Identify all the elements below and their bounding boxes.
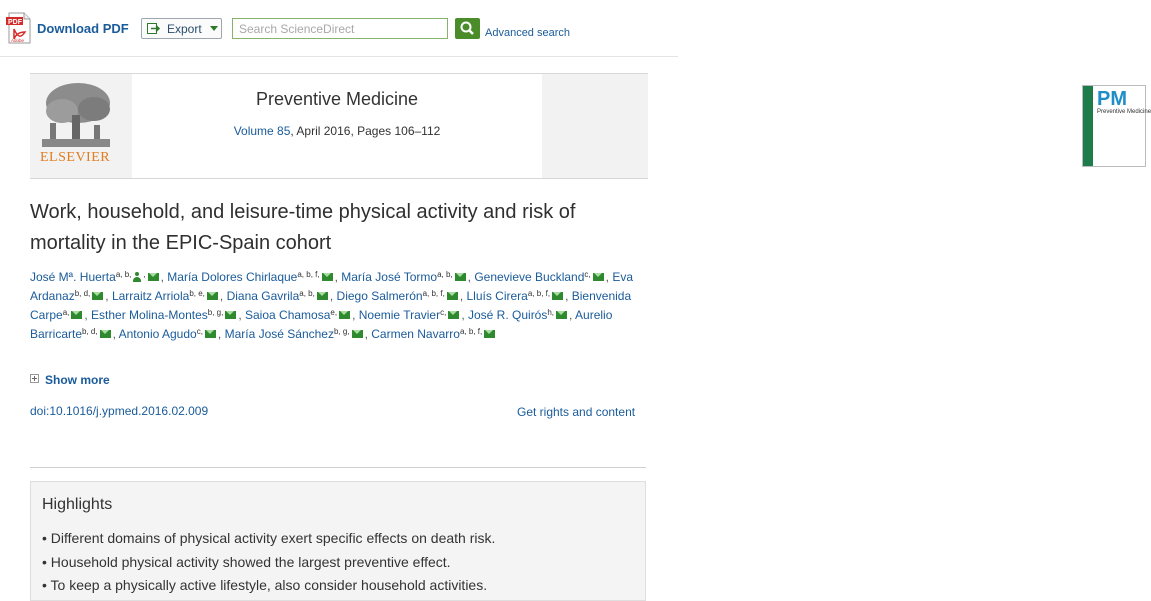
author-link[interactable]: Diana Gavrila bbox=[226, 289, 300, 303]
author-link[interactable]: María Dolores Chirlaque bbox=[167, 270, 298, 284]
author-link[interactable]: María José Tormo bbox=[341, 270, 438, 284]
author-link[interactable]: Carmen Navarro bbox=[371, 327, 460, 341]
cover-band bbox=[1083, 86, 1093, 166]
highlight-item: • Different domains of physical activity exert specific effects on death risk. bbox=[42, 527, 495, 551]
email-icon[interactable] bbox=[92, 292, 103, 300]
pdf-file-icon[interactable] bbox=[6, 12, 32, 44]
journal-issue-info bbox=[132, 124, 542, 138]
journal-header bbox=[30, 73, 1151, 179]
email-icon[interactable] bbox=[448, 311, 459, 319]
separator: , bbox=[219, 289, 227, 303]
highlights-title: Highlights bbox=[42, 496, 113, 513]
author-affiliation[interactable]: b, d, bbox=[74, 289, 91, 298]
search-button[interactable] bbox=[455, 18, 480, 39]
volume-link[interactable]: Volume 85 bbox=[233, 124, 291, 138]
author-link[interactable]: Larraitz Arriola bbox=[111, 289, 190, 303]
separator: , bbox=[364, 327, 372, 341]
highlight-item: • Household physical activity showed the largest preventive effect. bbox=[42, 551, 495, 575]
author-affiliation[interactable]: e, bbox=[330, 308, 338, 317]
author-link[interactable]: Antonio Agudo bbox=[118, 327, 197, 341]
elsevier-tree-icon bbox=[38, 81, 114, 149]
author-link[interactable]: Eva Ardanaz bbox=[30, 270, 633, 303]
author-affiliation[interactable]: a, b, bbox=[115, 270, 132, 279]
author-affiliation[interactable]: a, b, bbox=[299, 289, 315, 298]
author-link[interactable]: Noemie Travier bbox=[358, 308, 441, 322]
highlights-box bbox=[30, 481, 646, 601]
highlights-list bbox=[42, 527, 495, 598]
export-label: Export bbox=[167, 22, 202, 36]
export-button[interactable] bbox=[141, 18, 222, 39]
email-icon[interactable] bbox=[148, 273, 159, 281]
author-affiliation[interactable]: a, b, f, bbox=[527, 289, 551, 298]
show-more-button[interactable] bbox=[30, 373, 110, 387]
author-link[interactable]: Bienvenida Carpe bbox=[30, 289, 632, 322]
separator: , bbox=[334, 270, 342, 284]
email-icon[interactable] bbox=[205, 330, 216, 338]
section-divider bbox=[30, 467, 646, 468]
separator: , bbox=[461, 308, 468, 322]
show-more-label: Show more bbox=[45, 373, 110, 387]
author-affiliation[interactable]: a, b, bbox=[437, 270, 453, 279]
separator: , bbox=[238, 308, 245, 322]
author-link[interactable]: Saioa Chamosa bbox=[245, 308, 331, 322]
highlight-item: • To keep a physically active lifestyle, also consider household activities. bbox=[42, 574, 495, 598]
email-icon[interactable] bbox=[556, 311, 567, 319]
author-affiliation[interactable]: a, b, f, bbox=[459, 327, 483, 336]
email-icon[interactable] bbox=[447, 292, 458, 300]
author-affiliation[interactable]: c, bbox=[584, 270, 591, 279]
pdf-icon-text: PDF bbox=[8, 19, 22, 26]
adobe-icon-text: Adobe bbox=[11, 38, 25, 43]
toolbar bbox=[0, 0, 678, 57]
publisher-logo-panel bbox=[30, 74, 132, 178]
author-link[interactable]: Lluís Cirera bbox=[466, 289, 528, 303]
separator: , bbox=[329, 289, 337, 303]
author-link[interactable]: Genevieve Buckland bbox=[474, 270, 585, 284]
export-icon bbox=[147, 23, 161, 34]
author-link[interactable]: Diego Salmerón bbox=[336, 289, 423, 303]
author-link[interactable]: María José Sánchez bbox=[224, 327, 334, 341]
author-affiliation[interactable]: c, bbox=[196, 327, 203, 336]
separator: , bbox=[143, 270, 146, 279]
author-affiliation[interactable]: b, e, bbox=[189, 289, 205, 298]
email-icon[interactable] bbox=[552, 292, 563, 300]
author-affiliation[interactable]: b, g, bbox=[207, 308, 224, 317]
author-affiliation[interactable]: a, bbox=[62, 308, 70, 317]
author-affiliation[interactable]: b, d, bbox=[82, 327, 98, 336]
separator: , bbox=[605, 270, 613, 284]
separator: , bbox=[217, 327, 225, 341]
email-icon[interactable] bbox=[484, 330, 495, 338]
email-icon[interactable] bbox=[339, 311, 350, 319]
author-link[interactable]: José Mª. Huerta bbox=[30, 270, 116, 284]
cover-logo: PM bbox=[1097, 88, 1127, 110]
journal-title[interactable]: Preventive Medicine bbox=[255, 89, 419, 109]
rights-link[interactable]: Get rights and content bbox=[517, 405, 636, 419]
separator: , bbox=[105, 289, 112, 303]
author-affiliation[interactable]: h, bbox=[547, 308, 555, 317]
author-link[interactable]: Aurelio Barricarte bbox=[30, 308, 613, 341]
separator: , bbox=[112, 327, 119, 341]
search-icon bbox=[455, 18, 480, 39]
separator: , bbox=[565, 289, 572, 303]
email-icon[interactable] bbox=[71, 311, 82, 319]
author-affiliation[interactable]: b, g, bbox=[333, 327, 350, 336]
separator: , bbox=[467, 270, 475, 284]
advanced-search-link[interactable]: Advanced search bbox=[485, 27, 570, 39]
corresponding-author-icon[interactable] bbox=[133, 272, 141, 282]
email-icon[interactable] bbox=[322, 273, 333, 281]
elsevier-wordmark: ELSEVIER bbox=[40, 150, 111, 165]
search-input[interactable] bbox=[232, 18, 448, 39]
chevron-down-icon bbox=[210, 26, 218, 31]
article-title: Work, household, and leisure-time physical activity and risk of mortality in the EPIC-Spain cohort bbox=[30, 201, 576, 254]
separator: , bbox=[84, 308, 92, 322]
email-icon[interactable] bbox=[352, 330, 363, 338]
author-link[interactable]: Esther Molina-Montes bbox=[91, 308, 208, 322]
separator: , bbox=[160, 270, 168, 284]
email-icon[interactable] bbox=[100, 330, 111, 338]
email-icon[interactable] bbox=[225, 311, 236, 319]
separator: , bbox=[352, 308, 359, 322]
separator: , bbox=[459, 289, 467, 303]
cover-panel bbox=[542, 74, 1151, 178]
email-icon[interactable] bbox=[317, 292, 328, 300]
author-affiliation[interactable]: c, bbox=[440, 308, 447, 317]
email-icon[interactable] bbox=[593, 273, 604, 281]
author-list bbox=[30, 268, 646, 344]
separator: , bbox=[569, 308, 576, 322]
plus-icon bbox=[30, 374, 39, 383]
author-link[interactable]: José R. Quirós bbox=[468, 308, 548, 322]
email-icon[interactable] bbox=[207, 292, 218, 300]
download-pdf-link[interactable]: Download PDF bbox=[37, 21, 129, 36]
journal-cover-image[interactable] bbox=[1082, 85, 1151, 167]
author-affiliation[interactable]: a, b, f, bbox=[422, 289, 445, 298]
cover-subtitle: Preventive Medicine bbox=[1097, 109, 1151, 115]
doi-link[interactable]: doi:10.1016/j.ypmed.2016.02.009 bbox=[30, 404, 209, 418]
email-icon[interactable] bbox=[455, 273, 466, 281]
author-affiliation[interactable]: a, b, f, bbox=[297, 270, 320, 279]
issue-meta: , April 2016, Pages 106–112 bbox=[290, 124, 441, 138]
